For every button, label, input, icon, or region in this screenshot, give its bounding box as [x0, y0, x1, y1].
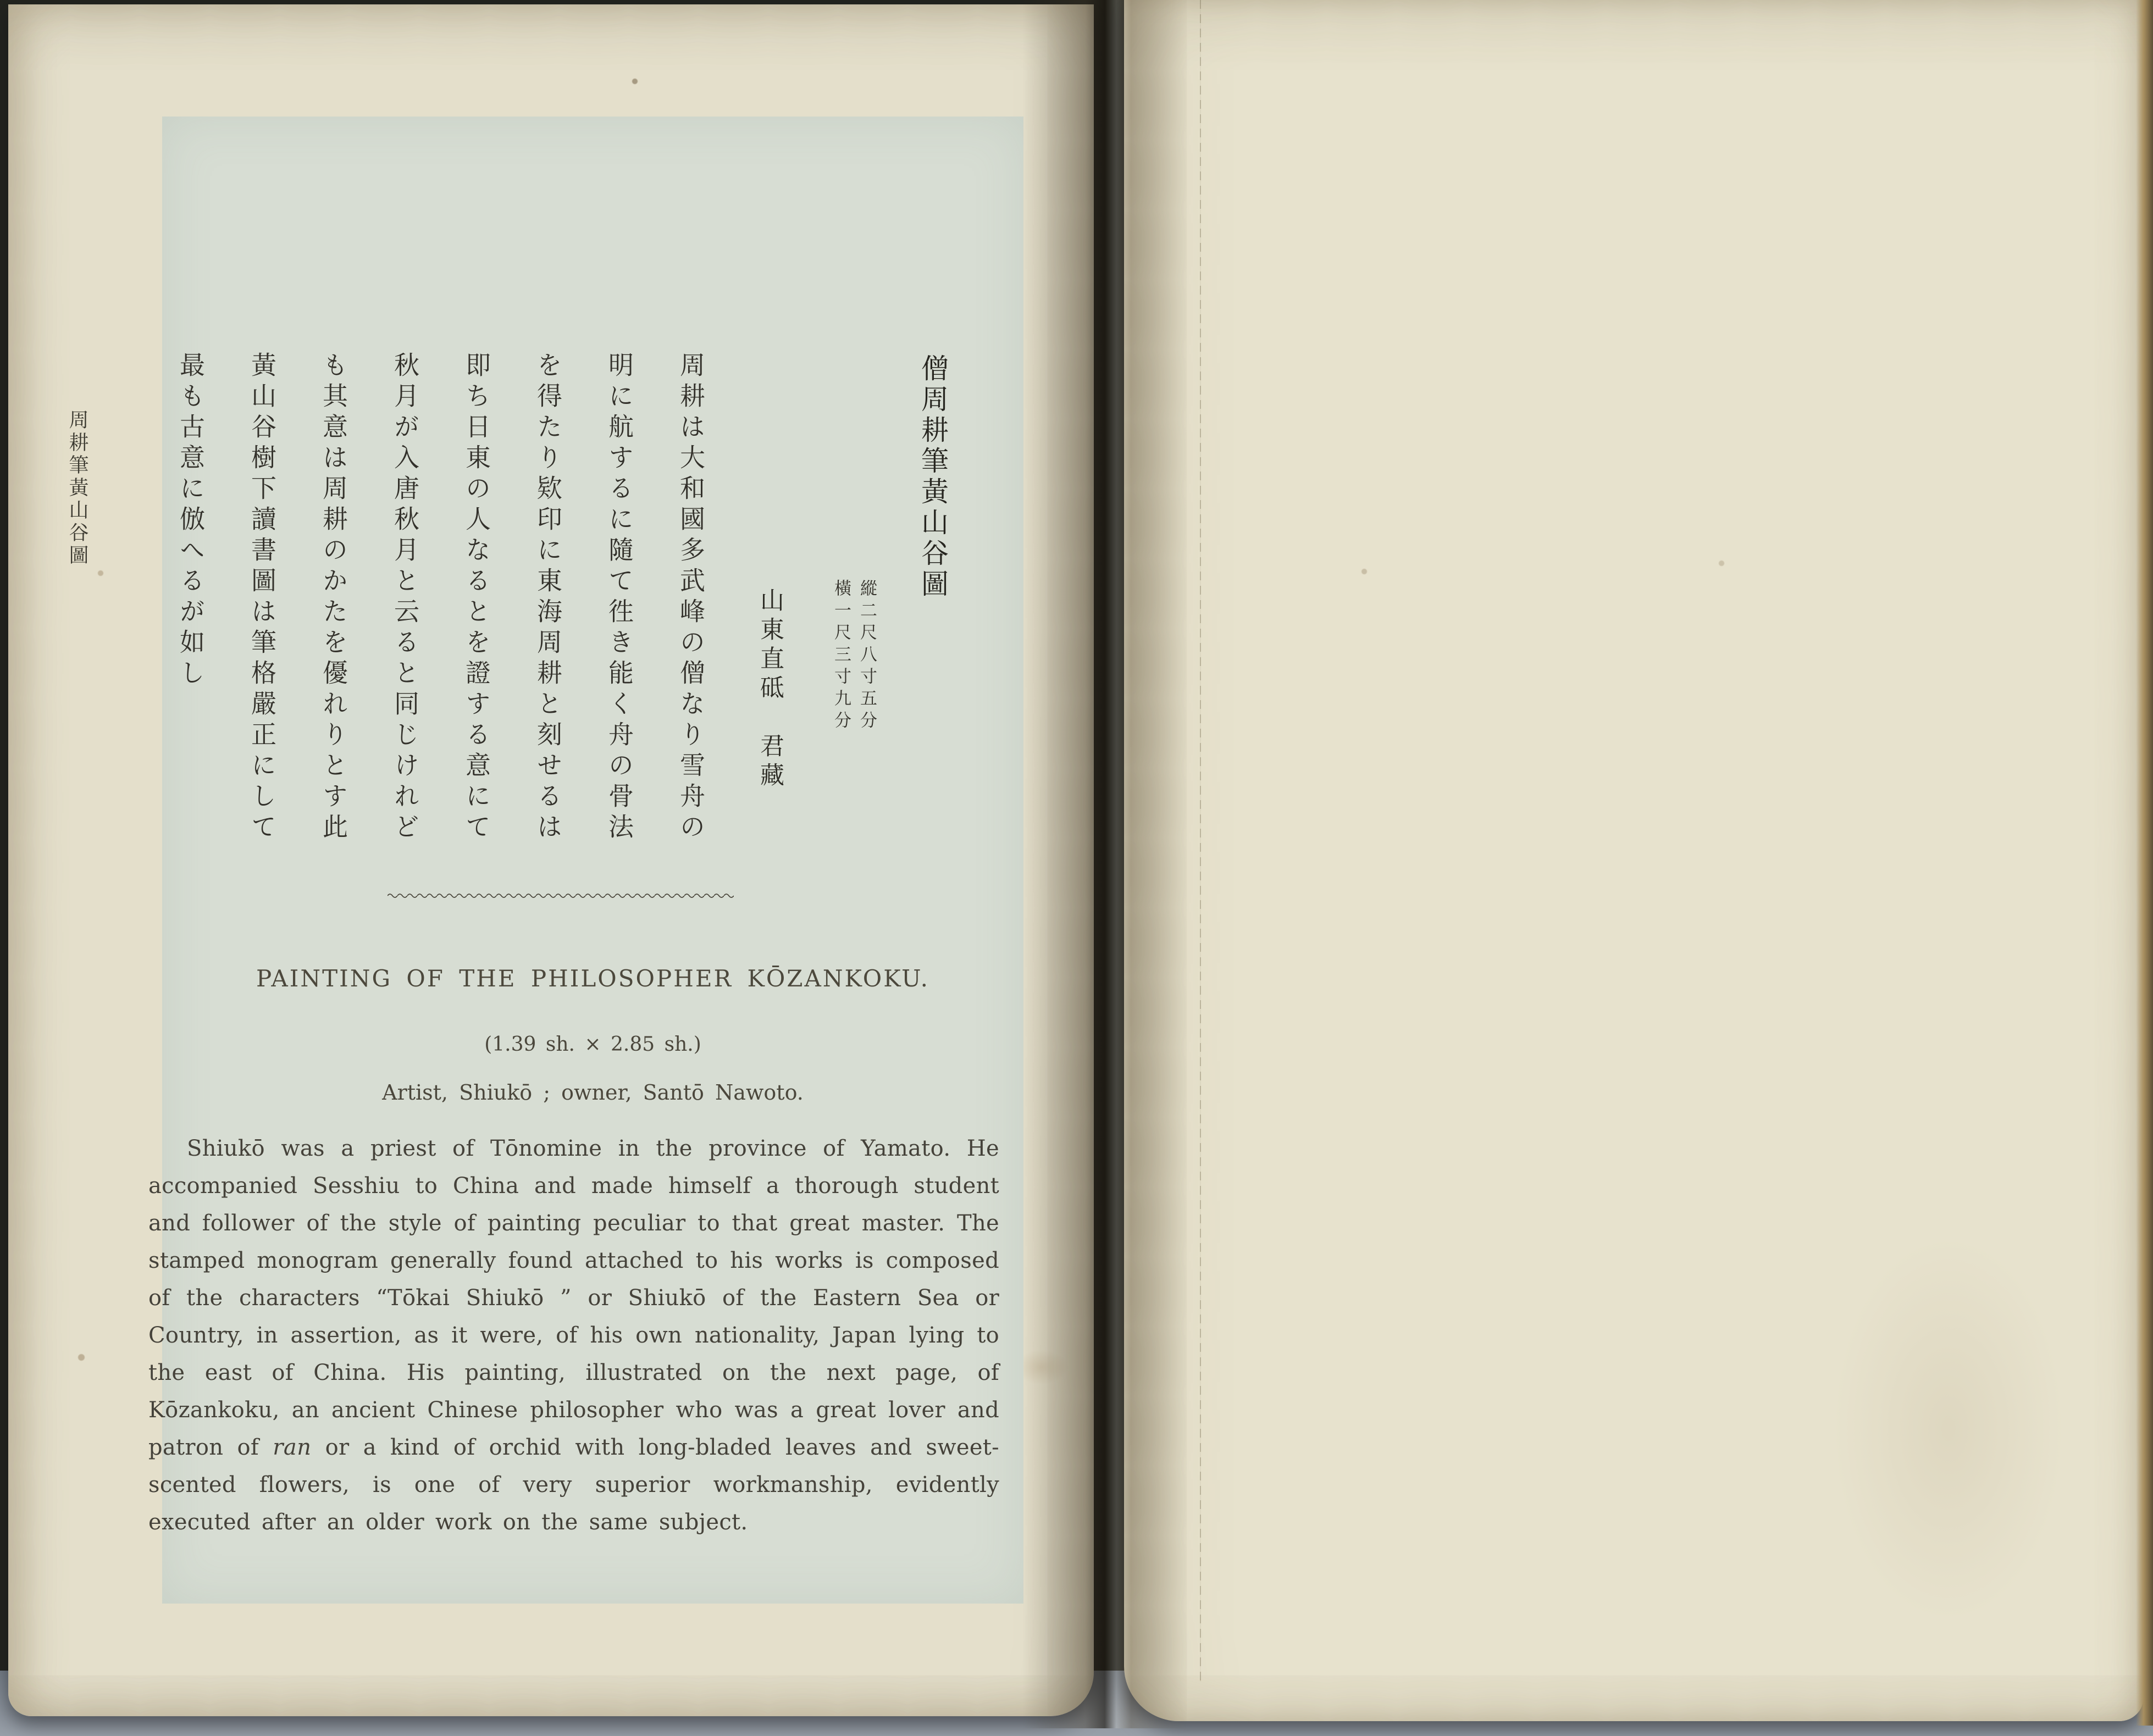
artwork-dimensions-japanese — [828, 579, 879, 733]
dimension-width-native: 橫一尺三寸九分 — [831, 579, 851, 733]
plate-title-japanese: 僧周耕筆黃山谷圖 — [917, 354, 949, 600]
commentary-column: 即ち日東の人なるとを證する意にて — [462, 352, 491, 844]
commentary-japanese — [154, 352, 727, 863]
paragraph-text: or a kind of orchid with long-bladed leaves and sweet-scented flowers, is one of very superior workmanship, evidently executed after an older work on the same subject. — [148, 1435, 999, 1535]
commentary-column: 秋月が入唐秋月と云ると同じけれど — [390, 352, 420, 844]
commentary-column: 明に航するに隨て徃き能く舟の骨法 — [605, 352, 634, 844]
commentary-column: 最も古意に倣へるが如し — [176, 352, 206, 690]
english-heading: PAINTING OF THE PHILOSOPHER KŌZANKOKU. — [256, 965, 929, 992]
dimension-height-native: 縱二尺八寸五分 — [857, 579, 877, 733]
commentary-column: 黃山谷樹下讀書圖は筆格嚴正にして — [247, 352, 277, 844]
commentary-column: も其意は周耕のかたを優れりとす此 — [319, 352, 348, 844]
english-paragraph — [148, 1130, 999, 1541]
commentary-column: 周耕は大和國多武峰の僧なり雪舟の — [676, 352, 706, 844]
book-fore-edge — [2136, 0, 2153, 1726]
english-artist-owner-line: Artist, Shiukō ; owner, Santō Nawoto. — [382, 1080, 804, 1105]
paragraph-text: Shiukō was a priest of Tōnomine in the province of Yamato. He accompanied Sesshiu to China and made himself a thorough student and follower of the style of painting peculiar to that great master. The stamped monogram generally found attached to his works is composed of the characters “Tōkai Shiukō ” or Shiukō of the Eastern Sea or Country, in assertion, as it were, of his own nationality, Japan lying to the east of China. His painting, illustrated on the next page, of Kōzankoku, an ancient Chinese philosopher who was a great lover and patron of — [148, 1136, 999, 1460]
left-page — [8, 4, 1094, 1716]
owner-name-japanese: 山東直砥 君藏 — [756, 587, 784, 791]
right-page — [1124, 0, 2144, 1721]
page-crease — [1200, 0, 1201, 1682]
commentary-column: を得たり欵印に東海周耕と刻せるは — [533, 352, 563, 844]
margin-title-label: 周耕筆黃山谷圖 — [66, 409, 88, 567]
english-dimensions: (1.39 sh. × 2.85 sh.) — [484, 1033, 701, 1056]
wavy-divider-rule — [388, 891, 734, 900]
paragraph-italic-word: ran — [273, 1435, 312, 1460]
